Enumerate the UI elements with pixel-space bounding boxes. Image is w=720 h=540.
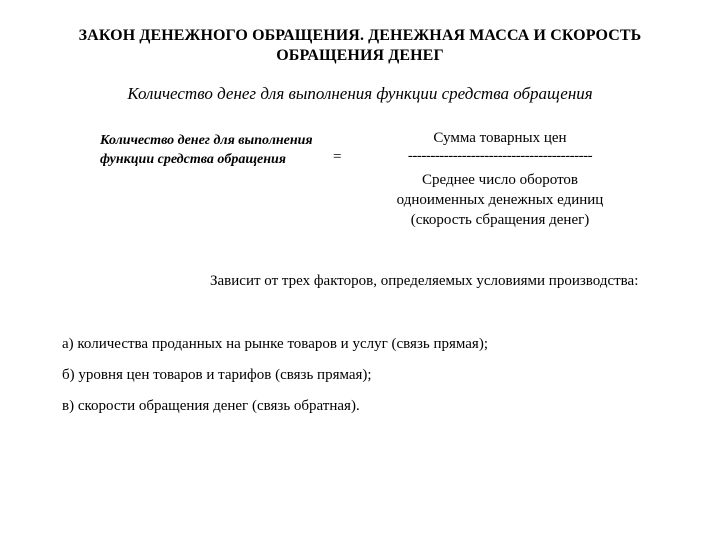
formula-left-line-1: Количество денег для выполнения <box>100 133 313 148</box>
page-title-line-1: ЗАКОН ДЕНЕЖНОГО ОБРАЩЕНИЯ. ДЕНЕЖНАЯ МАССА И СКОРОСТЬ <box>78 27 642 44</box>
formula-left-side <box>100 131 313 169</box>
factor-item-a: а) количества проданных на рынке товаров и услуг (связь прямая); <box>62 336 488 352</box>
formula-denominator <box>360 170 640 230</box>
page-title-line-2: ОБРАЩЕНИЯ ДЕНЕГ <box>276 47 444 64</box>
formula-numerator: Сумма товарных цен <box>433 130 567 146</box>
depends-text: Зависит от трех факторов, определяемых условиями производства: <box>210 273 639 289</box>
formula-denominator-line-3: (скорость сбращения денег) <box>410 212 590 228</box>
formula-left-line-2: функции средства обращения <box>100 152 287 167</box>
factor-item-b: б) уровня цен товаров и тарифов (связь прямая); <box>62 367 372 383</box>
formula-equals-sign: = <box>333 149 342 165</box>
factor-item-c: в) скорости обращения денег (связь обратная). <box>62 398 360 414</box>
formula-denominator-line-2: одноименных денежных единиц <box>396 192 604 208</box>
subtitle: Количество денег для выполнения функции средства обращения <box>127 84 593 103</box>
formula-denominator-line-1: Среднее число оборотов <box>421 172 579 188</box>
formula-divider: ----------------------------------------- <box>407 148 593 164</box>
